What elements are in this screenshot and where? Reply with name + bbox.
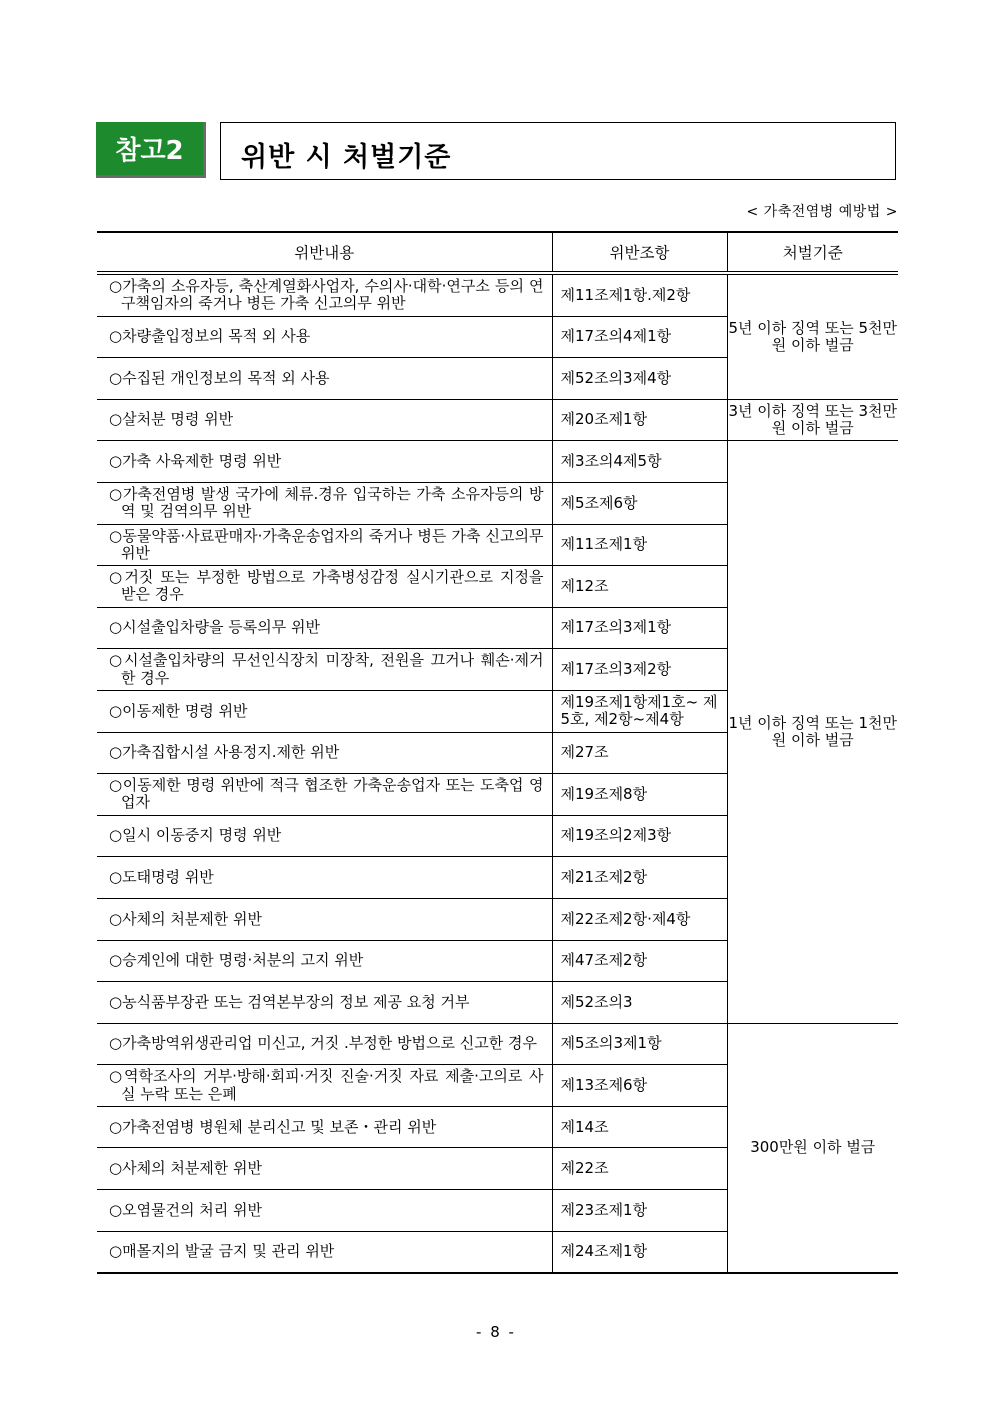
article-cell: 제22조 [552,1148,727,1190]
violation-cell: ○승계인에 대한 명령·처분의 고지 위반 [97,940,552,982]
penalty-cell: 3년 이하 징역 또는 3천만원 이하 벌금 [727,399,898,441]
violation-cell: ○거짓 또는 부정한 방법으로 가축병성감정 실시기관으로 지정을 받은 경우 [97,566,552,608]
article-cell: 제52조의3제4항 [552,358,727,400]
article-cell: 제11조제1항 [552,524,727,566]
article-cell: 제11조제1항.제2항 [552,273,727,316]
table-row [97,441,898,483]
reference-badge: 참고2 [96,122,206,178]
penalty-cell: 300만원 이하 벌금 [727,1023,898,1273]
article-cell: 제21조제2항 [552,857,727,899]
violation-cell: ○동물약품·사료판매자·가축운송업자의 죽거나 병든 가축 신고의무 위반 [97,524,552,566]
violation-cell: ○매몰지의 발굴 금지 및 관리 위반 [97,1231,552,1273]
table-row [97,399,898,441]
violation-cell: ○일시 이동중지 명령 위반 [97,815,552,857]
violation-cell: ○가축의 소유자등, 축산계열화사업자, 수의사·대학·연구소 등의 연구책임자의 죽거나 병든 가축 신고의무 위반 [97,273,552,316]
violation-cell: ○오염물건의 처리 위반 [97,1190,552,1232]
article-cell: 제23조제1항 [552,1190,727,1232]
article-cell: 제17조의3제2항 [552,649,727,691]
article-cell: 제5조제6항 [552,482,727,524]
article-cell: 제17조의4제1항 [552,316,727,358]
violation-cell: ○살처분 명령 위반 [97,399,552,441]
article-cell: 제20조제1항 [552,399,727,441]
violation-cell: ○가축 사육제한 명령 위반 [97,441,552,483]
violation-cell: ○사체의 처분제한 위반 [97,898,552,940]
violation-cell: ○사체의 처분제한 위반 [97,1148,552,1190]
article-cell: 제19조의2제3항 [552,815,727,857]
violation-cell: ○시설출입차량을 등록의무 위반 [97,607,552,649]
header-article: 위반조항 [552,232,727,273]
violation-cell: ○이동제한 명령 위반 [97,690,552,732]
article-cell: 제19조제8항 [552,774,727,816]
header-violation: 위반내용 [97,232,552,273]
page-number: - 8 - [476,1323,516,1341]
table-header-row [97,232,898,273]
table-row [97,273,898,316]
title-box [220,122,896,180]
table-row [97,1023,898,1065]
violation-cell: ○농식품부장관 또는 검역본부장의 정보 제공 요청 거부 [97,982,552,1024]
article-cell: 제14조 [552,1106,727,1148]
article-cell: 제5조의3제1항 [552,1023,727,1065]
violation-cell: ○수집된 개인정보의 목적 외 사용 [97,358,552,400]
article-cell: 제52조의3 [552,982,727,1024]
penalty-cell: 1년 이하 징역 또는 1천만원 이하 벌금 [727,441,898,1023]
page-title: 위반 시 처벌기준 [241,142,452,173]
violation-cell: ○가축방역위생관리업 미신고, 거짓 .부정한 방법으로 신고한 경우 [97,1023,552,1065]
violation-cell: ○가축전염병 병원체 분리신고 및 보존・관리 위반 [97,1106,552,1148]
violation-cell: ○역학조사의 거부·방해·회피·거짓 진술·거짓 자료 제출·고의로 사실 누락 또는 은폐 [97,1065,552,1107]
violation-cell: ○도태명령 위반 [97,857,552,899]
violation-cell: ○가축전염병 발생 국가에 체류.경유 입국하는 가축 소유자등의 방역 및 검역의무 위반 [97,482,552,524]
violation-cell: ○이동제한 명령 위반에 적극 협조한 가축운송업자 또는 도축업 영업자 [97,774,552,816]
violation-cell: ○가축집합시설 사용정지.제한 위반 [97,732,552,774]
header-penalty: 처벌기준 [727,232,898,273]
violation-cell: ○차량출입정보의 목적 외 사용 [97,316,552,358]
penalty-cell: 5년 이하 징역 또는 5천만원 이하 벌금 [727,273,898,399]
violation-cell: ○시설출입차량의 무선인식장치 미장착, 전원을 끄거나 훼손·제거한 경우 [97,649,552,691]
article-cell: 제22조제2항·제4항 [552,898,727,940]
penalty-table [97,231,898,1274]
source-law: < 가축전염병 예방법 > [746,204,898,220]
article-cell: 제24조제1항 [552,1231,727,1273]
article-cell: 제12조 [552,566,727,608]
article-cell: 제13조제6항 [552,1065,727,1107]
article-cell: 제17조의3제1항 [552,607,727,649]
article-cell: 제27조 [552,732,727,774]
article-cell: 제19조제1항제1호~ 제5호, 제2항~제4항 [552,690,727,732]
article-cell: 제3조의4제5항 [552,441,727,483]
article-cell: 제47조제2항 [552,940,727,982]
